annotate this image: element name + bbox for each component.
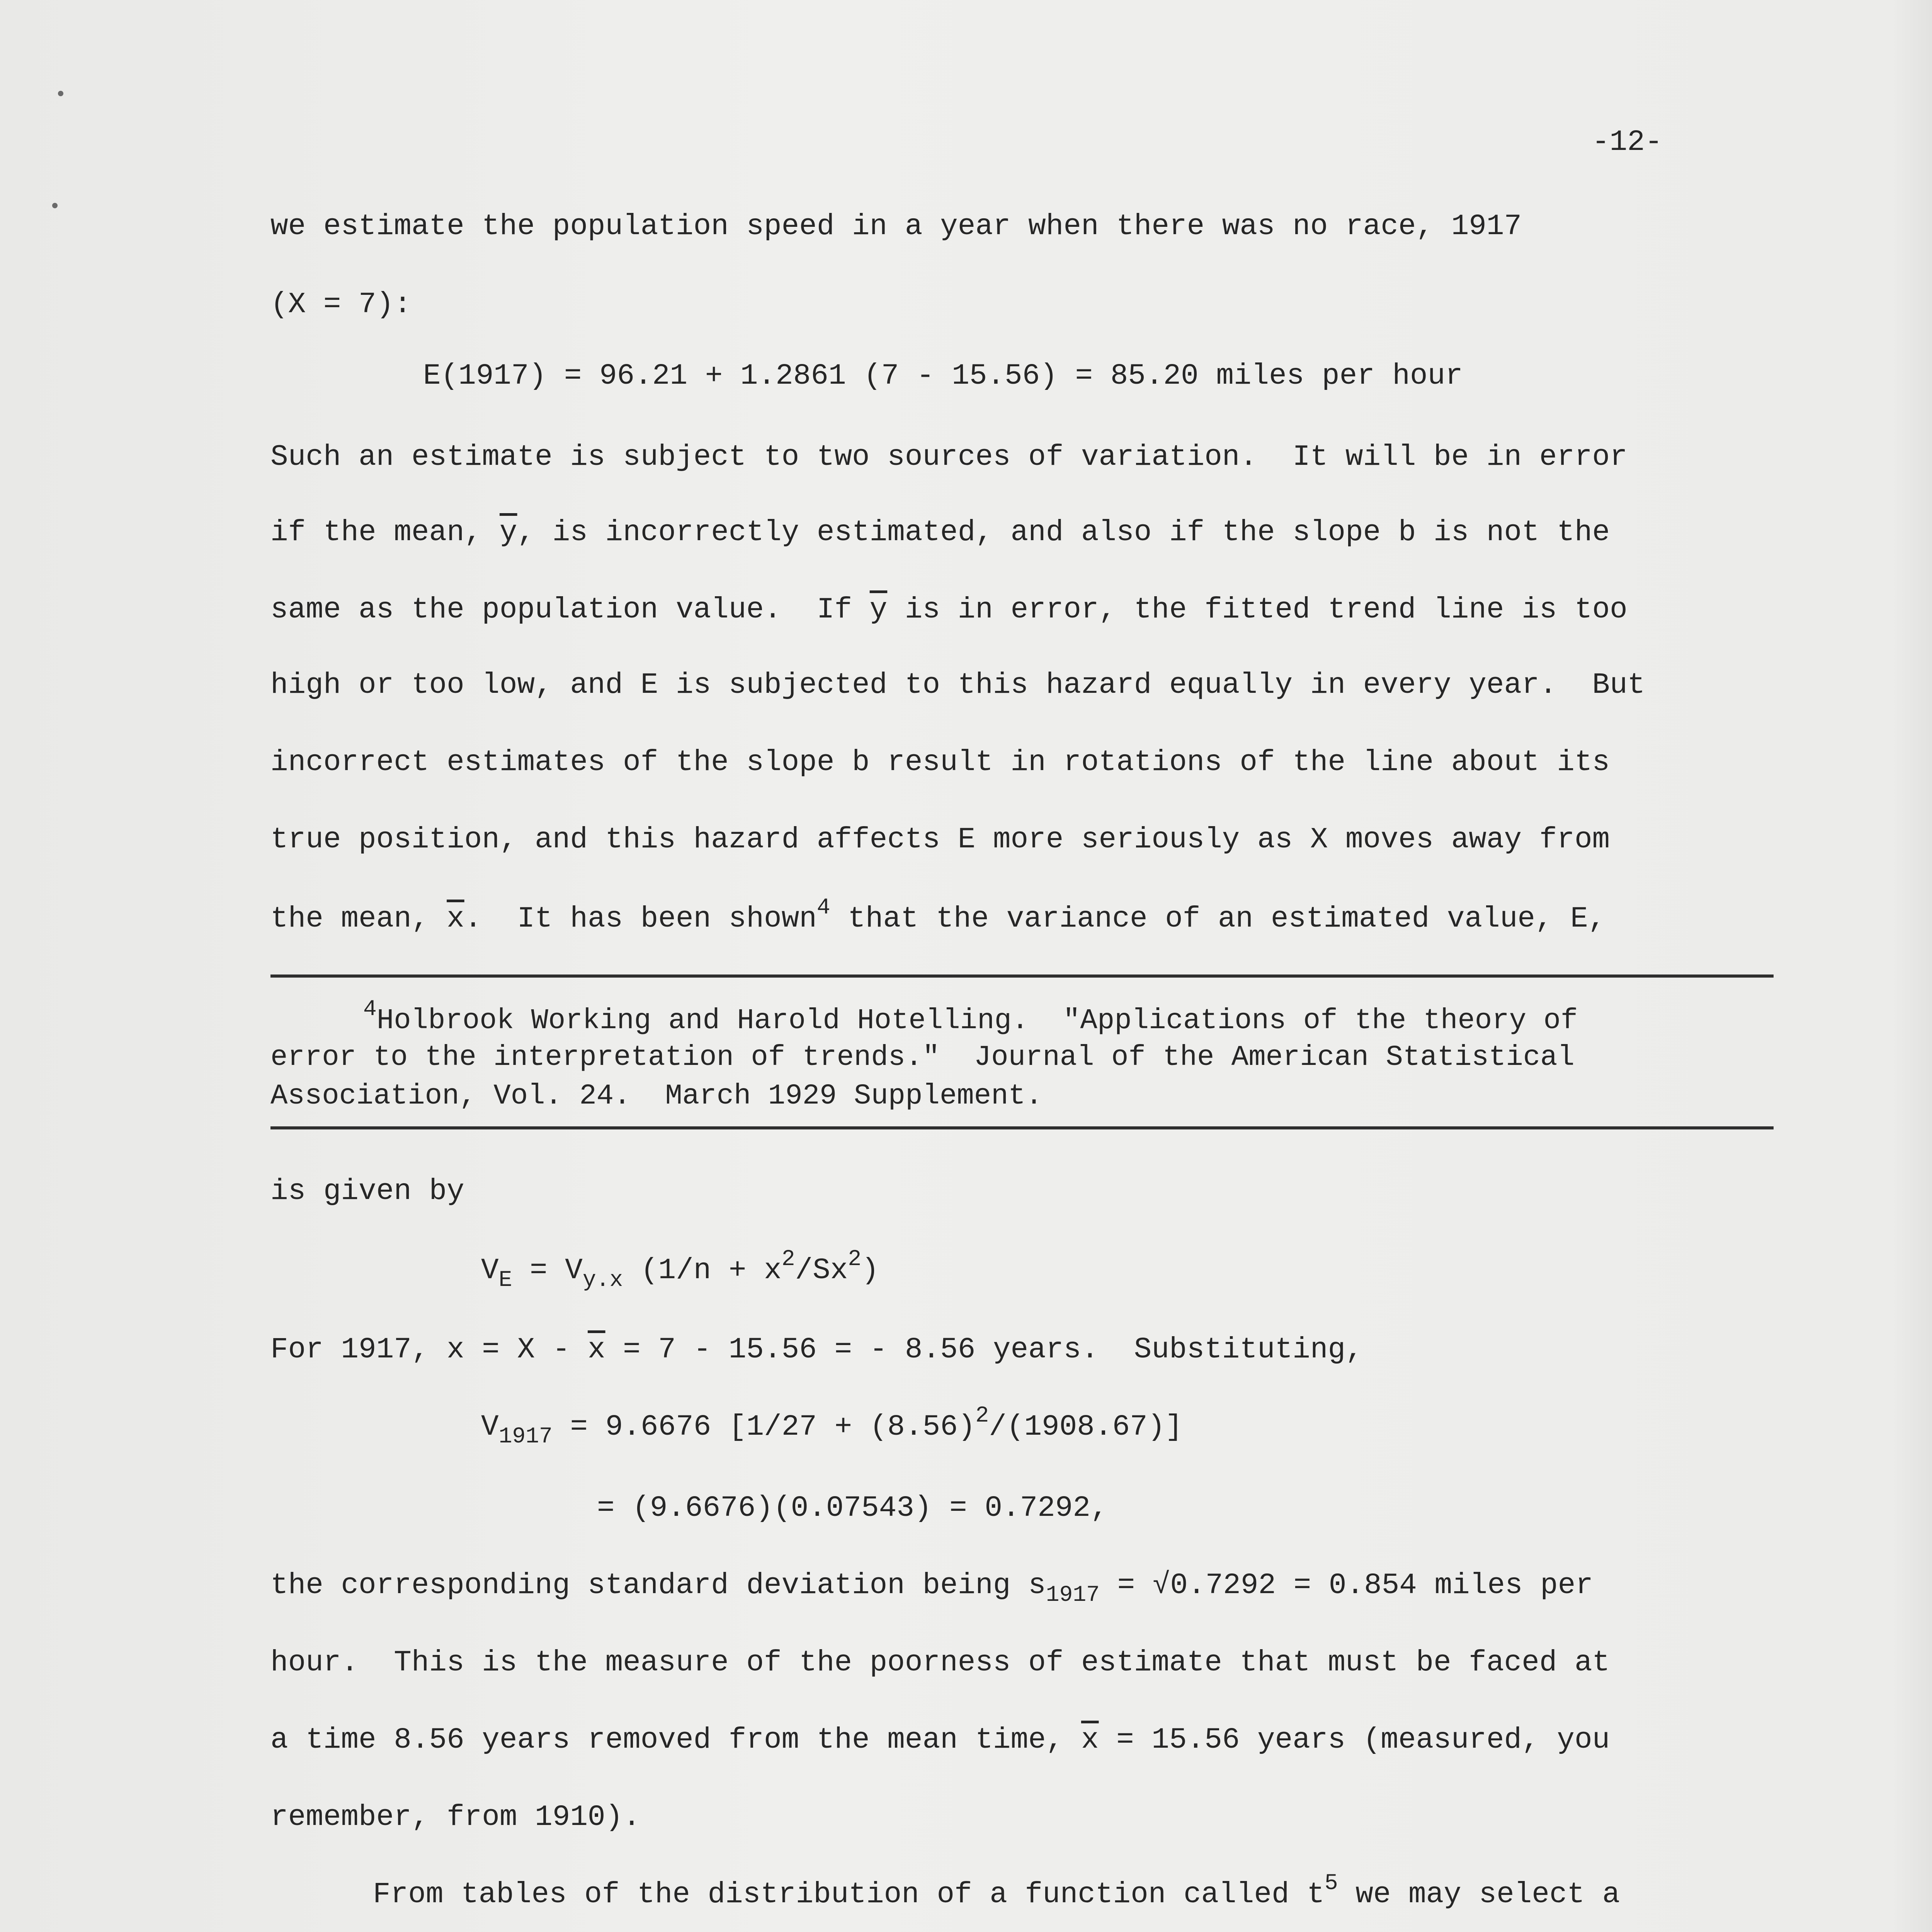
body-line: Such an estimate is subject to two sources of variation. It will be in error xyxy=(270,440,1628,474)
body-line: same as the population value. If $\overline{y}$ is in error, the fitted trend line is too xyxy=(270,593,1628,626)
equation-v1917: $V_{1917} = 9.6676$ $[1/27 + (8.56)^2/(1908.67)]$ xyxy=(481,1403,1183,1449)
body-line: (X = 7): xyxy=(270,288,412,321)
footnote-rule xyxy=(270,1126,1774,1129)
body-line: we estimate the population speed in a year when there was no race, 1917 xyxy=(270,210,1522,243)
footnote-mark-4: 4 xyxy=(363,997,377,1022)
body-line: if the mean, $\overline{y}$, is incorrectly estimated, and also if the slope b is not the xyxy=(270,516,1610,549)
body-line: remember, from 1910). xyxy=(270,1801,641,1834)
footnote-4-line: error to the interpretation of trends." Journal of the American Statistical xyxy=(270,1041,1575,1074)
body-line: high or too low, and E is subjected to this hazard equally in every year. But xyxy=(270,668,1645,702)
body-line: a time 8.56 years removed from the mean time, $\overline{x} = 15.56$ years (measured, you xyxy=(270,1723,1610,1757)
body-line: hour. This is the measure of the poorness of estimate that must be faced at xyxy=(270,1646,1610,1679)
y-bar-symbol: $\overline{y}$ xyxy=(499,516,517,549)
y-bar-symbol: $\overline{y}$ xyxy=(869,593,888,626)
body-line: the mean, $\overline{x}$. It has been shown$^4$ that the variance of an estimated value, E, xyxy=(270,895,1606,935)
x-bar-symbol: $\overline{x}$ xyxy=(447,902,464,935)
footnote-ref-4: 4 xyxy=(816,895,830,920)
equation-v1917-result: = (9.6676)(0.07543) = 0.7292, xyxy=(597,1492,1108,1525)
body-line: For 1917, $x = X - \overline{x} = 7 - 15.56$ = - 8.56 years. Substituting, xyxy=(270,1333,1363,1366)
body-line: the corresponding standard deviation being $s_{1917} = √0.7292 = 0.854$ miles per xyxy=(270,1569,1593,1608)
body-line: incorrect estimates of the slope b result in rotations of the line about its xyxy=(270,746,1610,779)
body-line: is given by xyxy=(270,1175,464,1208)
paper-speck xyxy=(52,203,58,208)
paper-speck xyxy=(58,91,63,96)
equation-ve: $V_E = V_{y.x}$ $(1/n + x^2/Sx^2)$ xyxy=(481,1247,879,1293)
body-line: From tables of the distribution of a function called $t^5$ we may select a xyxy=(373,1871,1620,1911)
footnote-4-line: $^4$Holbrook Working and Harold Hotelling. "Applications of the theory of xyxy=(363,997,1578,1037)
footnote-4-line: Association, Vol. 24. March 1929 Supplement. xyxy=(270,1080,1043,1112)
x-bar-symbol: $\overline{x}$ xyxy=(1081,1723,1099,1757)
footnote-rule xyxy=(270,975,1774,978)
x-bar-symbol: $\overline{x}$ xyxy=(587,1333,605,1366)
page-number: -12- xyxy=(1592,126,1663,159)
footnote-ref-5: 5 xyxy=(1324,1871,1338,1896)
body-line: true position, and this hazard affects E more seriously as X moves away from xyxy=(270,823,1610,856)
equation-e1917: E(1917) = 96.21 + 1.2861 (7 - 15.56) = 85.20 miles per hour xyxy=(423,359,1463,393)
